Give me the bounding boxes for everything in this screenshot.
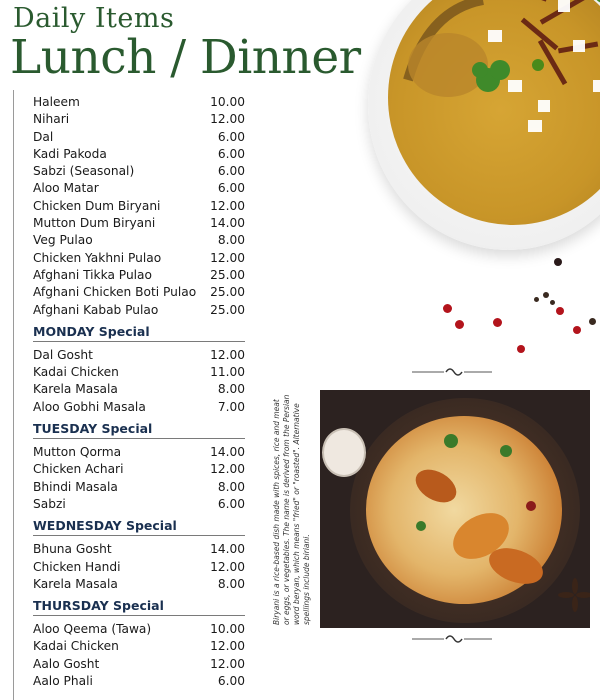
haleem-soup-image <box>388 0 600 225</box>
menu-item-name: Chicken Dum Biryani <box>33 198 161 213</box>
menu-item-price: 11.00 <box>210 365 245 380</box>
ornament-divider-icon <box>412 366 492 378</box>
menu-item-price: 10.00 <box>210 95 245 109</box>
menu-item-name: Bhindi Masala <box>33 479 118 494</box>
menu-item-price: 12.00 <box>210 347 245 362</box>
spice-dot-icon <box>455 320 464 329</box>
spice-dot-icon <box>517 345 525 353</box>
menu-item <box>33 146 245 163</box>
menu-item-name: Sabzi (Seasonal) <box>33 164 135 179</box>
menu-item <box>33 638 245 655</box>
special-sections <box>33 322 245 690</box>
menu-item <box>33 163 245 180</box>
menu-item-name: Aloo Gobhi Masala <box>33 399 146 414</box>
spice-dot-icon <box>534 297 539 302</box>
biryani-chicken-icon <box>366 416 562 604</box>
menu-item-name: Sabzi <box>33 496 66 511</box>
menu-item-price: 6.00 <box>217 674 245 689</box>
menu-item-name: Afghani Chicken Boti Pulao <box>33 285 197 300</box>
spice-dot-icon <box>556 307 564 315</box>
menu-item-name: Karela Masala <box>33 382 118 397</box>
menu-item-name: Aloo Qeema (Tawa) <box>33 622 152 637</box>
menu-item <box>33 559 245 576</box>
raita-bowl-image <box>322 428 366 477</box>
menu-item-name: Afghani Tikka Pulao <box>33 267 152 282</box>
menu-item-name: Bhuna Gosht <box>33 542 112 557</box>
section-title: THURSDAY Special <box>33 596 245 616</box>
spice-dot-icon <box>589 318 596 325</box>
spice-dot-icon <box>443 304 452 313</box>
page-title: Lunch / Dinner <box>10 30 361 85</box>
menu-item-price: 6.00 <box>217 146 245 161</box>
menu-item-name: Aloo Matar <box>33 181 99 196</box>
menu-item <box>33 198 245 215</box>
menu-item <box>33 232 245 249</box>
menu-item-price: 12.00 <box>210 112 245 127</box>
menu-item-price: 6.00 <box>217 496 245 511</box>
section-title: TUESDAY Special <box>33 419 245 439</box>
menu-item-price: 12.00 <box>210 639 245 654</box>
menu-item-price: 6.00 <box>217 181 245 196</box>
menu-item <box>33 576 245 593</box>
haleem-garnish-icon <box>388 0 600 225</box>
menu-item-price: 25.00 <box>210 285 245 300</box>
menu-item-name: Dal <box>33 129 54 144</box>
spice-dot-icon <box>543 292 549 298</box>
menu-item-name: Kadi Pakoda <box>33 146 107 161</box>
menu-item-price: 12.00 <box>210 656 245 671</box>
menu-item-price: 7.00 <box>217 399 245 414</box>
menu-item <box>33 479 245 496</box>
menu-item-name: Karela Masala <box>33 576 118 591</box>
daily-items-list <box>33 94 245 319</box>
menu-item-price: 14.00 <box>210 445 245 460</box>
menu-item <box>33 461 245 478</box>
menu-item <box>33 347 245 364</box>
menu-item-price: 25.00 <box>210 267 245 282</box>
menu-item <box>33 250 245 267</box>
menu-item-name: Afghani Kabab Pulao <box>33 302 159 317</box>
menu-item-name: Chicken Achari <box>33 462 124 477</box>
menu-item <box>33 656 245 673</box>
menu-item <box>33 111 245 128</box>
menu-item-price: 6.00 <box>217 129 245 144</box>
menu-item-price: 8.00 <box>217 479 245 494</box>
section-title: WEDNESDAY Special <box>33 516 245 536</box>
menu-item <box>33 284 245 301</box>
menu-item <box>33 129 245 146</box>
menu-item-price: 12.00 <box>210 559 245 574</box>
section-title: MONDAY Special <box>33 322 245 342</box>
menu-item-price: 14.00 <box>210 216 245 231</box>
menu-item-name: Aalo Gosht <box>33 656 100 671</box>
menu-item <box>33 673 245 690</box>
spice-dot-icon <box>573 326 581 334</box>
menu-subtitle: Daily Items <box>13 3 175 34</box>
menu-item <box>33 364 245 381</box>
menu-item-name: Kadai Chicken <box>33 639 119 654</box>
spice-dot-icon <box>554 258 562 266</box>
menu-item <box>33 180 245 197</box>
menu-item-name: Kadai Chicken <box>33 365 119 380</box>
menu-item-name: Mutton Qorma <box>33 445 122 460</box>
menu-divider-line <box>13 90 14 700</box>
menu-item <box>33 381 245 398</box>
spice-dot-icon <box>493 318 502 327</box>
menu-item <box>33 94 245 111</box>
menu-item-price: 8.00 <box>217 233 245 248</box>
menu-item <box>33 267 245 284</box>
menu-item-price: 25.00 <box>210 302 245 317</box>
menu-item-price: 10.00 <box>210 622 245 637</box>
menu-item <box>33 541 245 558</box>
biryani-caption: Biryani is a rice-based dish made with spices, rice and meat or eggs, or vegetables. The name is derived from the Persian word beryan, which means "fried" or "roasted". Alternative spellings include biriani. <box>272 394 311 625</box>
star-anise-icon <box>558 578 590 612</box>
biryani-image <box>320 390 590 628</box>
menu-item-price: 14.00 <box>210 542 245 557</box>
menu-item-price: 12.00 <box>210 198 245 213</box>
menu-item-name: Mutton Dum Biryani <box>33 216 156 231</box>
menu-item-price: 12.00 <box>210 462 245 477</box>
spice-dot-icon <box>550 300 555 305</box>
menu-item-name: Aalo Phali <box>33 674 93 689</box>
biryani-rice-image <box>366 416 562 604</box>
menu-list <box>33 94 245 690</box>
menu-item <box>33 496 245 513</box>
menu-item <box>33 444 245 461</box>
menu-item-name: Chicken Yakhni Pulao <box>33 250 162 265</box>
menu-item-name: Nihari <box>33 112 70 127</box>
menu-item-name: Veg Pulao <box>33 233 93 248</box>
menu-item-price: 12.00 <box>210 250 245 265</box>
menu-item <box>33 621 245 638</box>
menu-item-price: 6.00 <box>217 164 245 179</box>
ornament-divider-icon <box>412 633 492 645</box>
menu-item-price: 8.00 <box>217 576 245 591</box>
menu-item-name: Chicken Handi <box>33 559 121 574</box>
menu-item <box>33 215 245 232</box>
menu-item <box>33 302 245 319</box>
menu-item <box>33 399 245 416</box>
menu-item-name: Dal Gosht <box>33 347 93 362</box>
menu-item-price: 8.00 <box>217 382 245 397</box>
menu-item-name: Haleem <box>33 95 80 109</box>
